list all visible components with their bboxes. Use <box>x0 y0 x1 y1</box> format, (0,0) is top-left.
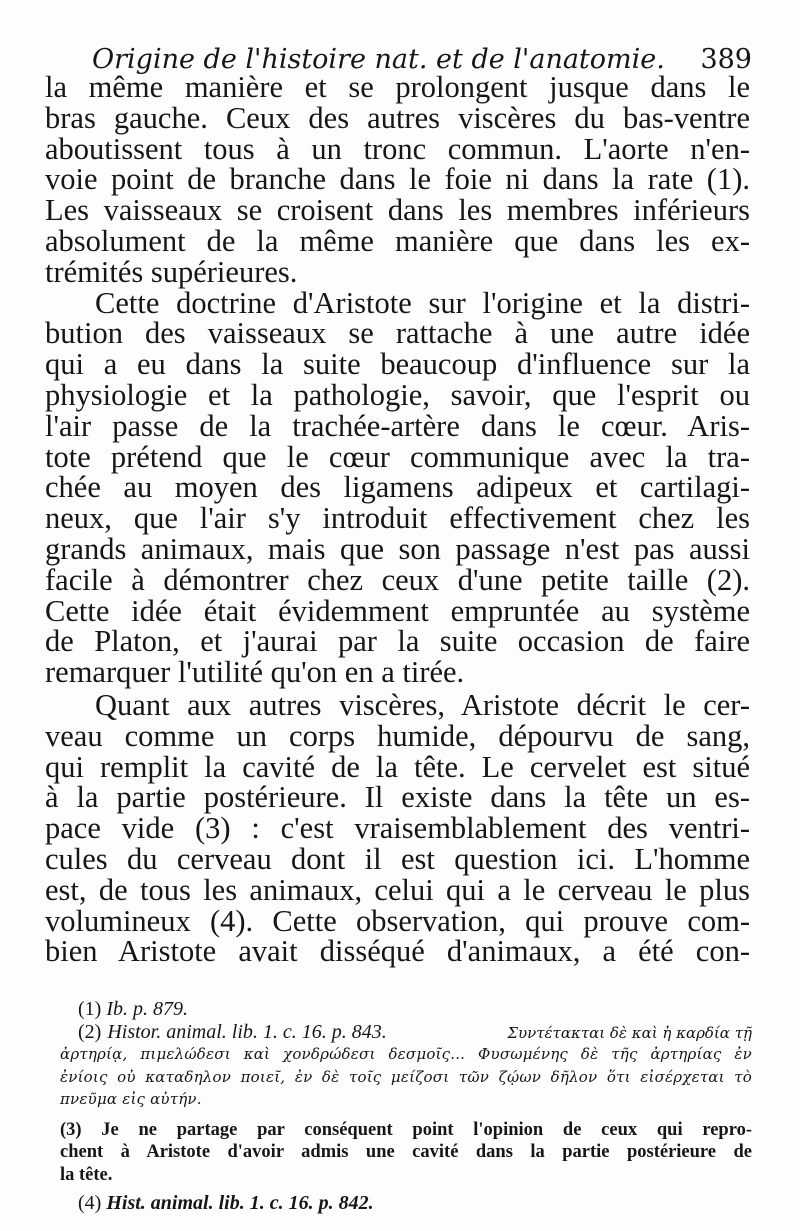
body-line: bras gauche. Ceux des autres viscères du bas-ventre <box>45 100 750 135</box>
page-number: 389 <box>700 44 752 75</box>
body-line: qui a eu dans la suite beaucoup d'influence sur la <box>45 347 750 382</box>
body-line: Cette idée était évidemment empruntée au système <box>45 593 750 628</box>
body-line: pace vide (3) : c'est vraisemblablement des ventri- <box>45 811 750 846</box>
body-line: aboutissent tous à un tronc commun. L'aorte n'en- <box>45 131 750 166</box>
body-line: tote prétend que le cœur communique avec la tra- <box>45 439 750 474</box>
footnote-1 <box>60 998 752 1021</box>
body-line: bution des vaisseaux se rattache à une autre idée <box>45 316 750 351</box>
body-line: l'air passe de la trachée-artère dans le cœur. Aris- <box>45 408 750 443</box>
footnote-greek-line: ἀρτηρίᾳ, πιμελώδεσι καὶ χονδρώδεσι δεσμοῖς... Φυσωμένης δὲ τῆς ἀρτηρίας ἐν <box>60 1045 752 1063</box>
footnote-4 <box>60 1192 752 1215</box>
footnote-3-line: chent à Aristote d'avoir admis une cavité dans la partie postérieure de <box>60 1142 752 1162</box>
body-line: est, de tous les animaux, celui qui a le cerveau le plus <box>45 872 750 907</box>
body-line: remarquer l'utilité qu'on en a tirée. <box>45 655 465 690</box>
body-line: à la partie postérieure. Il existe dans la tête un es- <box>45 780 750 815</box>
body-line: de Platon, et j'aurai par la suite occasion de faire <box>45 624 750 659</box>
footnote-reference: Ib. p. 879. <box>106 998 188 1020</box>
footnote-3-line: la tête. <box>60 1164 113 1185</box>
running-head-title: Origine de l'histoire nat. et de l'anatomie. <box>92 44 665 75</box>
body-line: physiologie et la pathologie, savoir, que l'esprit ou <box>45 377 750 412</box>
body-line: veau comme un corps humide, dépourvu de sang, <box>45 718 750 753</box>
body-line: chée au moyen des ligamens adipeux et cartilagi- <box>45 470 750 505</box>
body-line: Quant aux autres viscères, Aristote décrit le cer- <box>95 687 750 722</box>
body-line: facile à démontrer chez ceux d'une petite taille (2). <box>45 562 750 597</box>
footnotes <box>60 998 752 1215</box>
footnote-greek-quote: Συντέτακται δὲ καὶ ἡ καρδία τῇ <box>507 1023 752 1042</box>
footnote-reference: Hist. animal. lib. 1. c. 16. p. 842. <box>106 1192 374 1214</box>
body-line: Les vaisseaux se croisent dans les membres inférieurs <box>45 193 750 228</box>
body-line: absolument de la même manière que dans les ex- <box>45 223 750 258</box>
body-line: voie point de branche dans le foie ni dans la rate (1). <box>45 162 750 197</box>
footnote-number: (1) <box>78 998 102 1020</box>
body-line: trémités supérieures. <box>45 254 298 289</box>
footnote-greek-line: πνεῦμα εἰς αὐτήν. <box>60 1090 202 1108</box>
body-line: cules du cerveau dont il est question ici. L'homme <box>45 841 750 876</box>
footnote-number: (4) <box>78 1192 102 1214</box>
footnote-reference: Histor. animal. lib. 1. c. 16. p. 843. <box>107 1020 387 1043</box>
body-line: neux, que l'air s'y introduit effectivement chez les <box>45 501 750 536</box>
body-line: bien Aristote avait disséqué d'animaux, a été con- <box>45 934 750 969</box>
body-line: qui remplit la cavité de la tête. Le cervelet est situé <box>45 749 750 784</box>
footnote-3-line: (3) Je ne partage par conséquent point l'opinion de ceux qui repro- <box>60 1119 752 1140</box>
footnote-greek-line: ἐνίοις οὐ καταδηλον ποιεῖ, ἐν δὲ τοῖς μείζοσι τῶν ζῴων δῆλον ὅτι εἰσέρχεται τὸ <box>60 1067 752 1086</box>
footnote-number: (2) <box>78 1020 102 1043</box>
body-text <box>45 72 750 967</box>
body-line: grands animaux, mais que son passage n'est pas aussi <box>45 531 750 566</box>
body-line: la même manière et se prolongent jusque dans le <box>45 70 750 104</box>
body-line: volumineux (4). Cette observation, qui prouve com- <box>45 903 750 938</box>
body-line: Cette doctrine d'Aristote sur l'origine et la distri- <box>95 285 750 320</box>
footnote-2 <box>60 1021 752 1044</box>
